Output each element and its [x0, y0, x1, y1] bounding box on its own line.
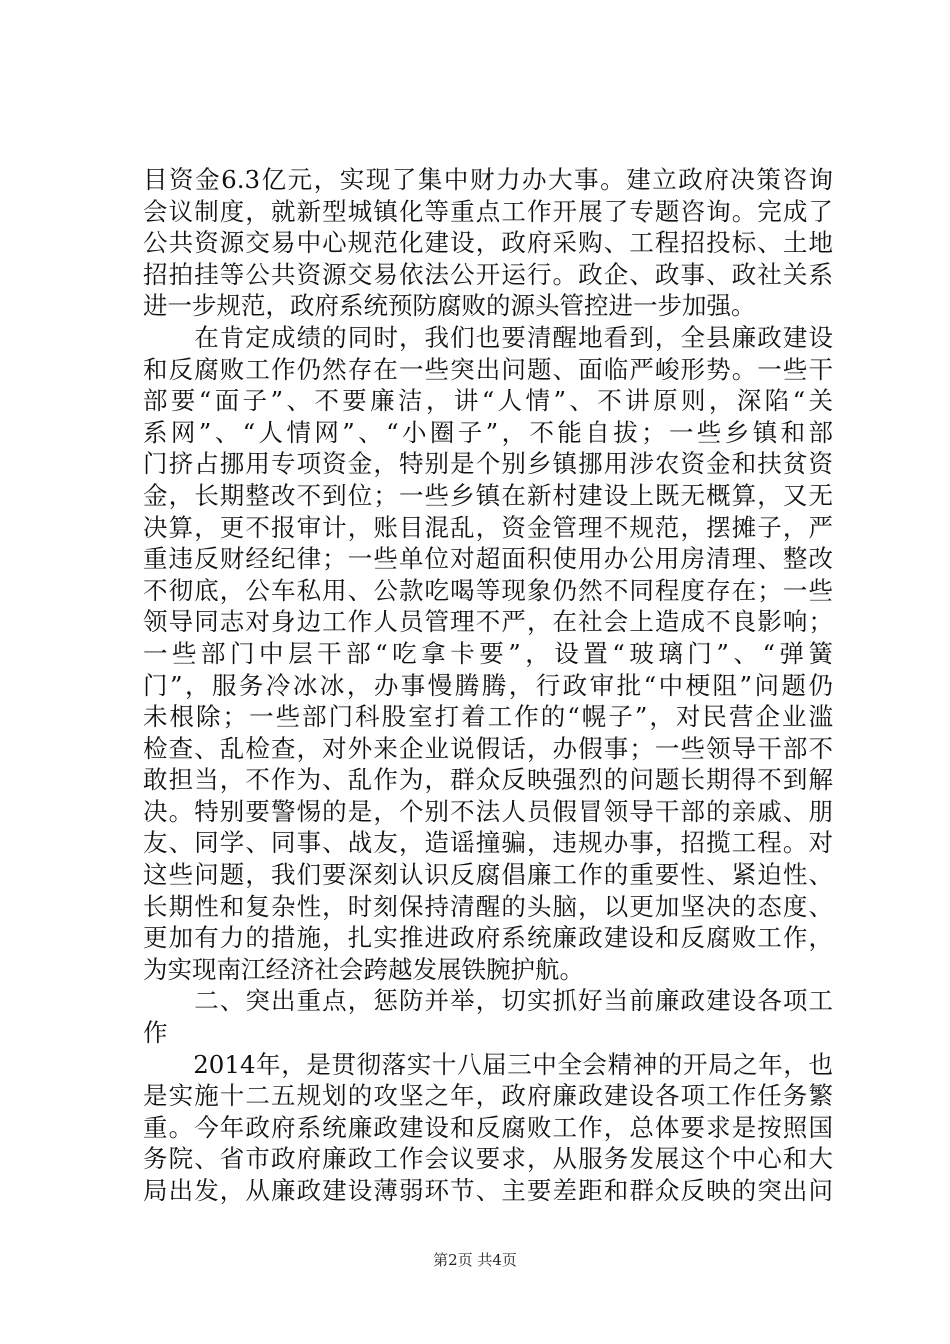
document-body	[143, 164, 833, 1207]
text-line: 决。特别要警惕的是，个别不法人员假冒领导干部的亲戚、朋	[143, 796, 833, 826]
text-line: 重违反财经纪律；一些单位对超面积使用办公用房清理、整改	[143, 544, 833, 574]
text-line: 作	[143, 1018, 168, 1048]
text-line: 和反腐败工作仍然存在一些突出问题、面临严峻形势。一些干	[143, 354, 833, 384]
text-line: 招拍挂等公共资源交易依法公开运行。政企、政事、政社关系	[143, 259, 833, 289]
text-line: 门”，服务冷冰冰，办事慢腾腾，行政审批“中梗阻”问题仍	[143, 670, 833, 700]
text-line: 进一步规范，政府系统预防腐败的源头管控进一步加强。	[143, 291, 756, 321]
text-line: 务院、省市政府廉政工作会议要求，从服务发展这个中心和大	[143, 1144, 833, 1174]
text-line: 决算，更不报审计，账目混乱，资金管理不规范，摆摊子，严	[143, 512, 833, 542]
text-line: 未根除；一些部门科股室打着工作的“幌子”，对民营企业滥	[143, 702, 833, 732]
text-line: 公共资源交易中心规范化建设，政府采购、工程招投标、土地	[143, 228, 833, 258]
text-line: 金，长期整改不到位；一些乡镇在新村建设上既无概算，又无	[143, 480, 833, 510]
text-line: 领导同志对身边工作人员管理不严，在社会上造成不良影响；	[143, 607, 833, 637]
text-line: 会议制度，就新型城镇化等重点工作开展了专题咨询。完成了	[143, 196, 833, 226]
text-line: 目资金6.3亿元，实现了集中财力办大事。建立政府决策咨询	[143, 165, 833, 194]
text-line: 部要“面子”、不要廉洁，讲“人情”、不讲原则，深陷“关	[143, 386, 833, 416]
text-line: 长期性和复杂性，时刻保持清醒的头脑，以更加坚决的态度、	[143, 891, 833, 921]
text-line: 为实现南江经济社会跨越发展铁腕护航。	[143, 954, 584, 984]
text-line: 2014年，是贯彻落实十八届三中全会精神的开局之年，也	[143, 1049, 833, 1079]
page-footer: 第2页 共4页	[433, 1251, 517, 1269]
text-line: 是实施十二五规划的攻坚之年，政府廉政建设各项工作任务繁	[143, 1081, 833, 1111]
text-line: 更加有力的措施，扎实推进政府系统廉政建设和反腐败工作，	[143, 923, 833, 953]
text-line: 敢担当，不作为、乱作为，群众反映强烈的问题长期得不到解	[143, 765, 833, 795]
text-line: 一些部门中层干部“吃拿卡要”，设置“玻璃门”、“弹簧	[143, 638, 833, 668]
text-line: 局出发，从廉政建设薄弱环节、主要差距和群众反映的突出问	[143, 1176, 833, 1205]
text-line: 重。今年政府系统廉政建设和反腐败工作，总体要求是按照国	[143, 1112, 833, 1142]
text-line: 门挤占挪用专项资金，特别是个别乡镇挪用涉农资金和扶贫资	[143, 449, 833, 479]
text-line: 检查、乱检查，对外来企业说假话，办假事；一些领导干部不	[143, 733, 833, 763]
text-line: 在肯定成绩的同时，我们也要清醒地看到，全县廉政建设	[143, 322, 833, 352]
text-line: 二、突出重点，惩防并举，切实抓好当前廉政建设各项工	[143, 986, 833, 1016]
text-line: 不彻底，公车私用、公款吃喝等现象仍然不同程度存在；一些	[143, 575, 833, 605]
text-line: 友、同学、同事、战友，造谣撞骗，违规办事，招揽工程。对	[143, 828, 833, 858]
text-line: 系网”、“人情网”、“小圈子”，不能自拔；一些乡镇和部	[143, 417, 833, 447]
text-line: 这些问题，我们要深刻认识反腐倡廉工作的重要性、紧迫性、	[143, 860, 833, 890]
